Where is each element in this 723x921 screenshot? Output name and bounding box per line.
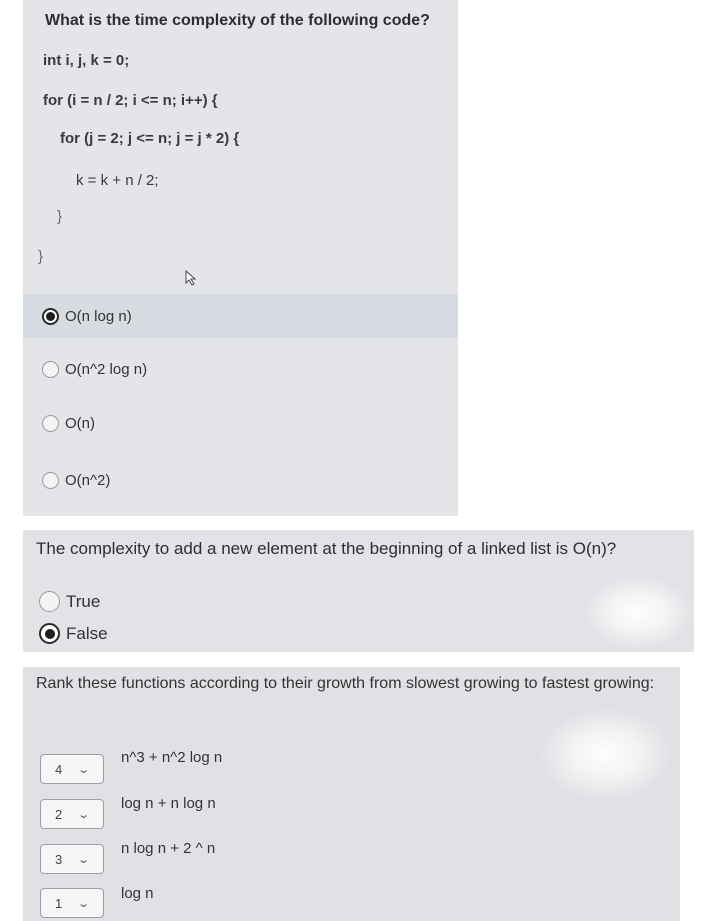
code-line-1 (43, 52, 129, 69)
question-3-title: Rank these functions according to their growth from slowest growing to fastest growing: (36, 675, 655, 692)
q1-option-2-radio[interactable] (42, 361, 59, 378)
q2-option-true-radio[interactable] (39, 591, 60, 612)
q2-option-true-label: True (66, 591, 101, 611)
code-line-4: k = k + n / 2; (76, 172, 159, 189)
question-1-title: What is the time complexity of the following code? (45, 12, 430, 29)
q2-option-false-label: False (66, 623, 108, 643)
question-2-panel (23, 530, 694, 652)
q1-option-2-label: O(n^2 log n) (65, 360, 148, 378)
chevron-down-icon: ⌄ (77, 897, 91, 910)
chevron-down-icon: ⌄ (77, 763, 91, 776)
rank-select-4-value: 1 (55, 895, 63, 911)
mouse-pointer-icon (185, 270, 197, 286)
question-1-panel (23, 0, 458, 516)
q1-option-4-radio[interactable] (42, 472, 59, 489)
q1-option-3-label: O(n) (65, 414, 95, 432)
chevron-down-icon: ⌄ (77, 853, 91, 866)
q1-option-1[interactable] (23, 294, 458, 338)
code-line-1-text: int i, j, k = 0; (43, 52, 130, 69)
rank-function-2: log n + n log n (121, 795, 216, 812)
rank-select-2-value: 2 (55, 806, 63, 822)
q1-option-3[interactable] (23, 401, 458, 445)
rank-select-2[interactable] (40, 799, 104, 829)
question-2-title: The complexity to add a new element at the beginning of a linked list is O(n)? (36, 539, 617, 558)
code-line-6: } (38, 248, 44, 265)
q2-option-false[interactable] (39, 623, 108, 644)
code-line-2 (43, 92, 218, 109)
q1-option-3-radio[interactable] (42, 415, 59, 432)
code-line-5: } (57, 208, 63, 225)
q1-option-4[interactable] (23, 458, 458, 502)
q1-option-1-label: O(n log n) (65, 307, 132, 325)
q1-option-4-label: O(n^2) (65, 471, 111, 489)
rank-function-4: log n (121, 885, 154, 902)
rank-select-4[interactable] (40, 888, 104, 918)
rank-select-3[interactable] (40, 844, 104, 874)
rank-function-3: n log n + 2 ^ n (121, 840, 216, 857)
code-line-3-text: for (j = 2; j <= n; j = j * 2) { (60, 130, 240, 147)
screen-glare (583, 575, 693, 650)
rank-function-1: n^3 + n^2 log n (121, 749, 223, 766)
code-line-3 (60, 130, 239, 147)
rank-select-1[interactable] (40, 754, 104, 784)
q1-option-2[interactable] (23, 347, 458, 391)
rank-select-1-value: 4 (55, 761, 63, 777)
code-line-2-text: for (i = n / 2; i <= n; i++) { (43, 92, 218, 109)
question-3-panel (23, 667, 680, 921)
q2-option-false-radio[interactable] (39, 623, 60, 644)
screen-glare (538, 707, 673, 802)
rank-select-3-value: 3 (55, 851, 63, 867)
q1-option-1-radio[interactable] (42, 308, 59, 325)
q2-option-true[interactable] (39, 591, 100, 612)
chevron-down-icon: ⌄ (77, 808, 91, 821)
